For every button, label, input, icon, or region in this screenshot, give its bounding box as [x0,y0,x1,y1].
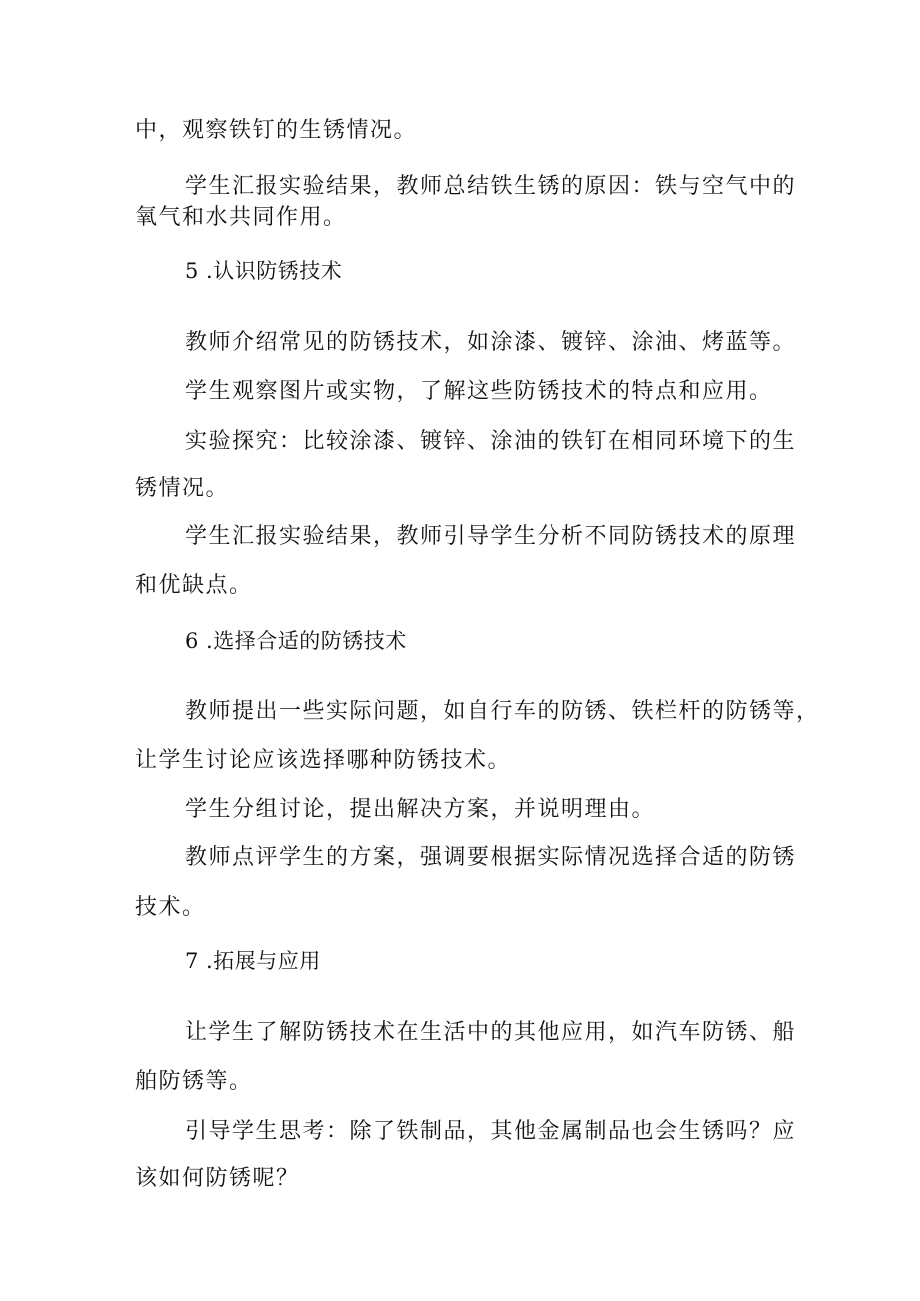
text-line: 学生汇报实验结果，教师引导学生分析不同防锈技术的原理 [185,524,797,549]
text-line: 学生分组讨论，提出解决方案，并说明理由。 [185,797,656,822]
section-heading: 5 .认识防锈技术 [185,259,343,283]
text-line: 实验探究：比较涂漆、镀锌、涂油的铁钉在相同环境下的生 [185,429,797,454]
text-line: 技术。 [135,895,206,920]
text-line: 锈情况。 [135,476,230,501]
text-line: 氧气和水共同作用。 [135,205,347,230]
text-line: 学生观察图片或实物，了解这些防锈技术的特点和应用。 [185,379,773,404]
text-line: 教师点评学生的方案，强调要根据实际情况选择合适的防锈 [185,845,797,870]
text-line: 教师介绍常见的防锈技术，如涂漆、镀锌、涂油、烤蓝等。 [185,330,797,355]
text-line: 让学生讨论应该选择哪种防锈技术。 [135,748,512,773]
text-line: 学生汇报实验结果，教师总结铁生锈的原因：铁与空气中的 [185,174,797,199]
text-line: 教师提出一些实际问题，如自行车的防锈、铁栏杆的防锈等， [185,699,820,724]
text-line: 中，观察铁钉的生锈情况。 [135,118,418,143]
section-heading: 7 .拓展与应用 [185,949,321,973]
text-line: 该如何防锈呢？ [135,1166,300,1191]
text-line: 和优缺点。 [135,573,253,598]
text-line: 引导学生思考：除了铁制品，其他金属制品也会生锈吗？应 [185,1119,797,1144]
text-line: 让学生了解防锈技术在生活中的其他应用，如汽车防锈、船 [185,1020,797,1045]
section-heading: 6 .选择合适的防锈技术 [185,629,407,653]
text-line: 舶防锈等。 [135,1069,253,1094]
